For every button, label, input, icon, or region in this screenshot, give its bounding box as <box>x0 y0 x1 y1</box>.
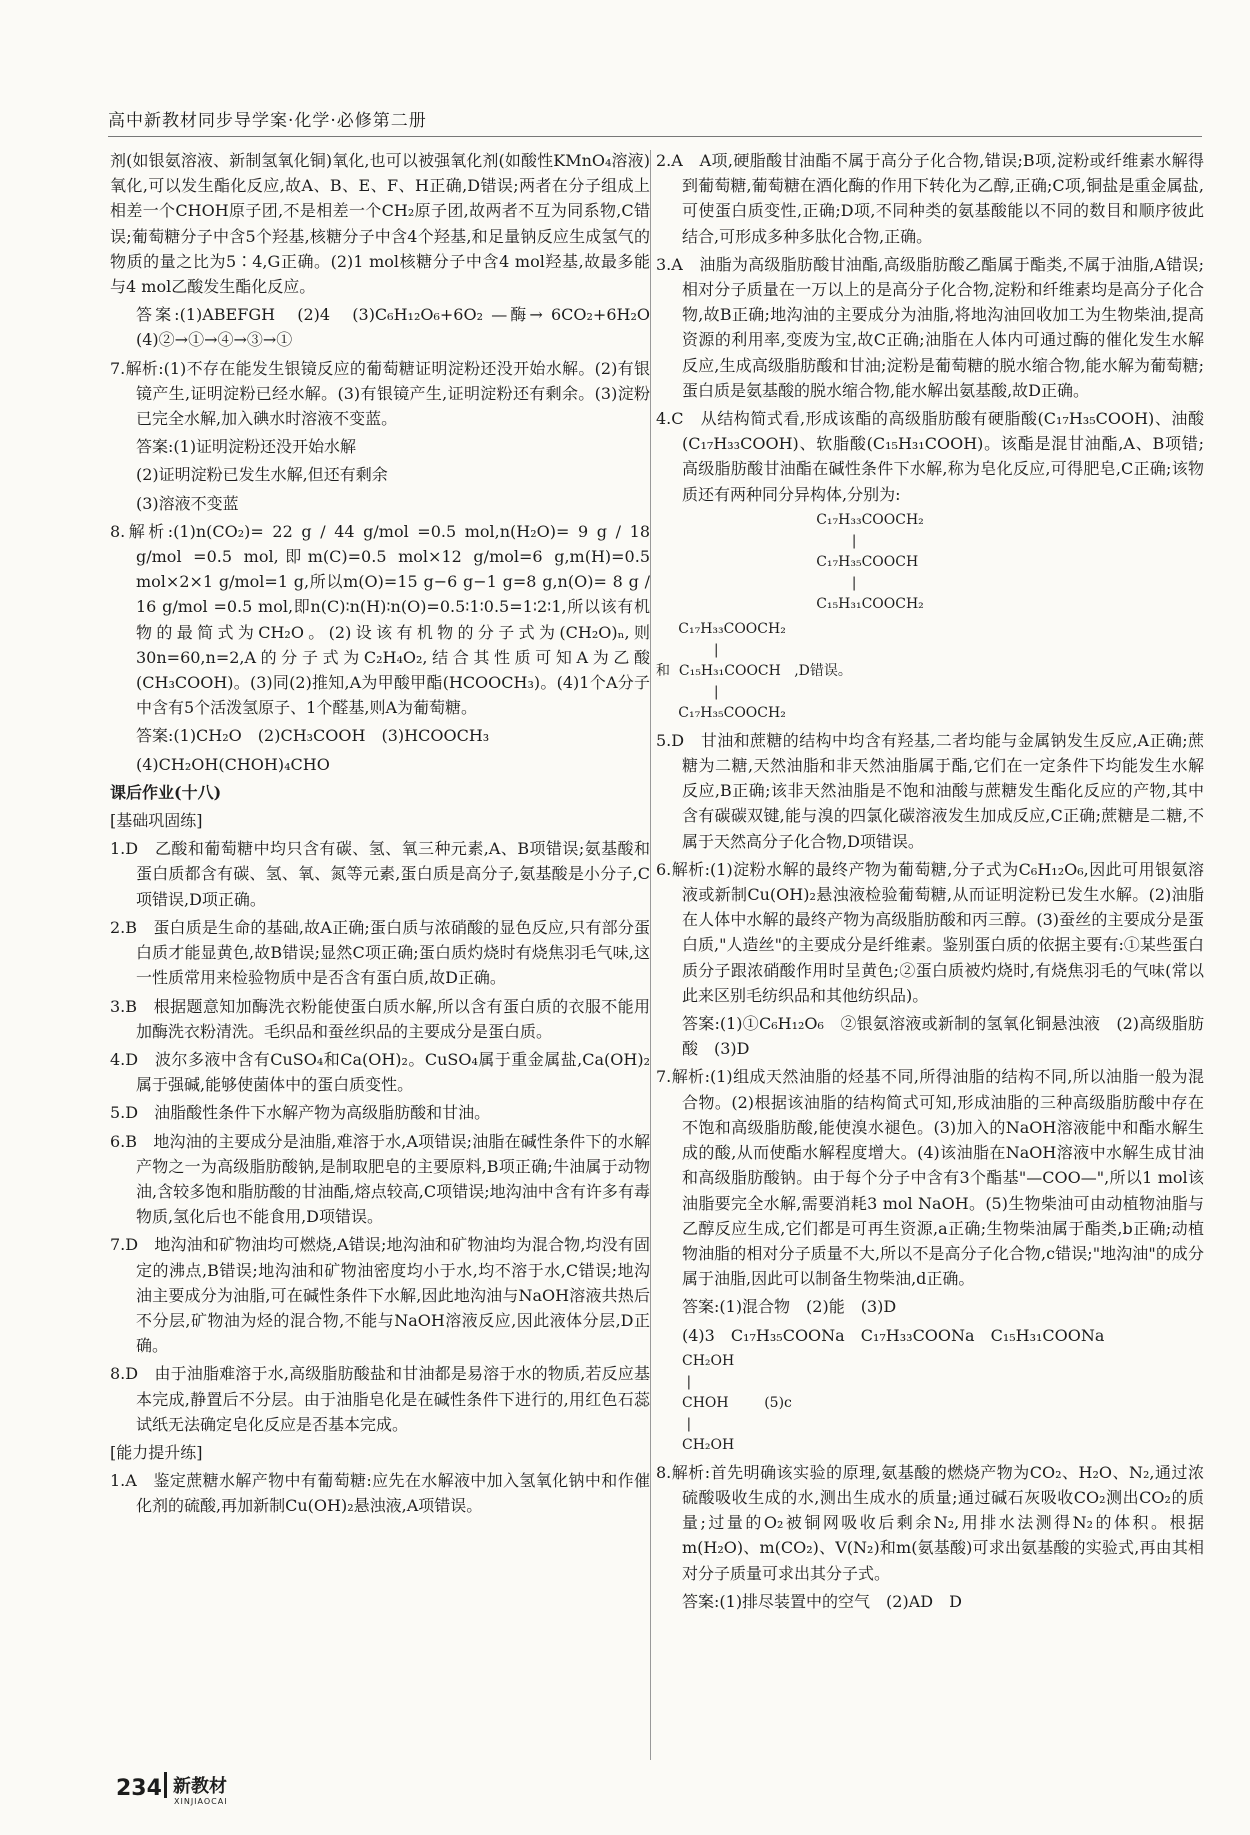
q8-analysis: 8.解析:(1)n(CO₂)= 22 g / 44 g/mol =0.5 mol,n(H₂O)= 9 g / 18 g/mol =0.5 mol,即m(C)=0.5 mol×12 g/mol=6 g,m(H)=0.5 mol×2×1 g/mol=1 g,所以m(O)=15 g−6 g−1 g=8 g,n(O)= 8 g / 16 g/mol =0.5 mol,即n(C)∶n(H)∶n(O)=0.5∶1∶0.5=1∶2∶1,所以该有机物的最简式为CH₂O。(2)设该有机物的分子式为(CH₂O)ₙ,则30n=60,n=2,A的分子式为C₂H₄O₂,结合其性质可知A为乙酸(CH₃COOH)。(3)同(2)推知,A为甲酸甲酯(HCOOCH₃)。(4)1个A分子中含有5个活泼氢原子、1个醛基,则A为葡萄糖。 <box>110 521 650 718</box>
q6-answer: 答案:(1)①C₆H₁₂O₆ ②银氨溶液或新制的氢氧化铜悬浊液 (2)高级脂肪酸 (3)D <box>682 1014 1204 1059</box>
header-rule <box>108 136 1202 137</box>
advanced-q6: 6.解析:(1)淀粉水解的最终产物为葡萄糖,分子式为C₆H₁₂O₆,因此可用银氨溶液或新制Cu(OH)₂悬浊液检验葡萄糖,从而证明淀粉已发生水解。(2)油脂在人体中水解的最终产物为高级脂肪酸和丙三醇。(3)蚕丝的主要成分是蛋白质,"人造丝"的主要成分是纤维素。鉴别蛋白质的依据主要有:①某些蛋白质分子跟浓硝酸作用时呈黄色;②蛋白质被灼烧时,有烧焦羽毛的气味(常以此来区别毛纺织品和其他纺织品)。 <box>656 859 1204 1005</box>
advanced-q3: 3.A 油脂为高级脂肪酸甘油酯,高级脂肪酸乙酯属于酯类,不属于油脂,A错误;相对分子质量在一万以上的是高分子化合物,淀粉和纤维素均是高分子化合物,故B正确;地沟油的主要成分为油脂,将地沟油回收加工为生物柴油,提高资源的利用率,变废为宝,故C正确;油脂在人体内可通过酶的催化发生水解反应,生成高级脂肪酸和甘油;淀粉是葡萄糖的脱水缩合物,能水解为葡萄糖;蛋白质是氨基酸的脱水缩合物,能水解出氨基酸,故D正确。 <box>656 254 1204 400</box>
page-number: 234 <box>116 1776 162 1801</box>
advanced-q1: 1.A 鉴定蔗糖水解产物中有葡萄糖:应先在水解液中加入氢氧化钠中和作催化剂的硫酸,再加新制Cu(OH)₂悬浊液,A项错误。 <box>110 1471 650 1516</box>
page-header: 高中新教材同步导学案·化学·必修第二册 <box>108 111 427 131</box>
advanced-q4: 4.C 从结构简式看,形成该酯的高级脂肪酸有硬脂酸(C₁₇H₃₅COOH)、油酸(C₁₇H₃₃COOH)、软脂酸(C₁₅H₃₁COOH)。该酯是混甘油酯,A、B项错;高级脂肪酸甘油酯在碱性条件下水解,称为皂化反应,可得肥皂,C正确;该物质还有两种同分异构体,分别为: <box>656 409 1204 504</box>
advanced-q2: 2.A A项,硬脂酸甘油酯不属于高分子化合物,错误;B项,淀粉或纤维素水解得到葡萄糖,葡萄糖在酒化酶的作用下转化为乙醇,正确;C项,铜盐是重金属盐,可使蛋白质变性,正确;D项,不同种类的氨基酸能以不同的数目和顺序彼此结合,可形成多种多肽化合物,正确。 <box>656 151 1204 246</box>
structure-isomer-1: C₁₇H₃₃COOCH₂ | C₁₇H₃₅COOCH | C₁₅H₃₁COOCH₂ <box>816 511 924 612</box>
q7-answer-1: 答案:(1)证明淀粉还没开始水解 <box>136 437 357 457</box>
basic-q1: 1.D 乙酸和葡萄糖中均只含有碳、氢、氧三种元素,A、B项错误;氨基酸和蛋白质都含有碳、氢、氧、氮等元素,蛋白质是高分子,氨基酸是小分子,C项错误,D项正确。 <box>110 839 650 909</box>
q8-answer-1: 答案:(1)CH₂O (2)CH₃COOH (3)HCOOCH₃ <box>136 726 490 746</box>
q7-analysis: 7.解析:(1)不存在能发生银镜反应的葡萄糖证明淀粉还没开始水解。(2)有银镜产生,证明淀粉已经水解。(3)有银镜产生,证明淀粉还有剩余。(3)淀粉已完全水解,加入碘水时溶液不变蓝。 <box>110 358 650 429</box>
basic-q2: 2.B 蛋白质是生命的基础,故A正确;蛋白质与浓硝酸的显色反应,只有部分蛋白质才能显黄色,故B错误;显然C项正确;蛋白质灼烧时有烧焦羽毛气味,这一性质常用来检验物质中是否含有蛋白质,故D正确。 <box>110 917 650 988</box>
basic-q8: 8.D 由于油脂难溶于水,高级脂肪酸盐和甘油都是易溶于水的物质,若反应基本完成,静置后不分层。由于油脂皂化是在碱性条件下进行的,用红色石蕊试纸无法确定皂化反应是否基本完成。 <box>110 1364 650 1434</box>
right-column <box>656 148 1204 1617</box>
basic-q6: 6.B 地沟油的主要成分是油脂,难溶于水,A项错误;油脂在碱性条件下的水解产物之一为高级脂肪酸钠,是制取肥皂的主要原料,B项正确;牛油属于动物油,含较多饱和脂肪酸的甘油酯,熔点较高,C项错误;地沟油中含有许多有毒物质,氢化后也不能食用,D项错误。 <box>110 1131 650 1227</box>
left-column <box>110 148 667 1522</box>
basic-q5: 5.D 油脂酸性条件下水解产物为高级脂肪酸和甘油。 <box>110 1103 491 1123</box>
basic-q7: 7.D 地沟油和矿物油均可燃烧,A错误;地沟油和矿物油均为混合物,均没有固定的沸点,B错误;地沟油和矿物油密度均小于水,均不溶于水,C错误;地沟油主要成分为油脂,可在碱性条件下水解,因此地沟油与NaOH溶液共热后不分层,矿物油为烃的混合物,不能与NaOH溶液反应,因此液体分层,D正确。 <box>110 1235 650 1356</box>
section-title: 课后作业(十八) <box>110 782 222 802</box>
q7-answer-b: (4)3 C₁₇H₃₅COONa C₁₇H₃₃COONa C₁₅H₃₁COONa <box>682 1325 1105 1345</box>
advanced-q5: 5.D 甘油和蔗糖的结构中均含有羟基,二者均能与金属钠发生反应,A正确;蔗糖为二糖,天然油脂和非天然油脂属于酯,它们在一定条件下均能发生水解反应,B正确;该非天然油脂是不饱和油酸与蔗糖发生酯化反应的产物,其中含有碳碳双键,能与溴的四氯化碳溶液发生加成反应,C正确;蔗糖是二糖,不属于天然高分子化合物,D项错误。 <box>656 730 1204 851</box>
subsection-advanced: [能力提升练] <box>110 1442 203 1462</box>
q7-answer-3: (3)溶液不变蓝 <box>136 493 239 513</box>
advanced-q7: 7.解析:(1)组成天然油脂的烃基不同,所得油脂的结构不同,所以油脂一般为混合物。(2)根据该油脂的结构简式可知,形成油脂的三种高级脂肪酸中存在不饱和高级脂肪酸,能使溴水褪色。(3)加入的NaOH溶液能中和酯水解生成的酸,从而使酯水解程度增大。(4)该油脂在NaOH溶液中水解生成甘油和高级脂肪酸钠。由于每个分子中含有3个酯基"—COO—",所以1 mol该油脂要完全水解,需要消耗3 mol NaOH。(5)生物柴油可由动植物油脂与乙醇反应生成,它们都是可再生资源,a正确;生物柴油属于酯类,b正确;动植物油脂的相对分子质量不大,所以不是高分子化合物,c错误;"地沟油"的成分属于油脂,因此可以制备生物柴油,d正确。 <box>656 1067 1204 1289</box>
subsection-basic: [基础巩固练] <box>110 811 203 831</box>
brand-logo: 新教材 <box>164 1772 227 1798</box>
q8-answer-2: (4)CH₂OH(CHOH)₄CHO <box>136 754 330 774</box>
brand-subtitle: XINJIAOCAI <box>174 1797 228 1806</box>
structure-isomer-2: C₁₇H₃₃COOCH₂ | 和 C₁₅H₃₁COOCH ,D错误。 | C₁₇H₃₅COOCH₂ <box>656 620 852 721</box>
answer-continued: 答案:(1)ABEFGH (2)4 (3)C₆H₁₂O₆+6O₂ —酶→ 6CO₂+6H₂O (4)②→①→④→③→① <box>136 305 667 350</box>
glycerol-structure: CH₂OH | CHOH (5)c | CH₂OH <box>682 1352 792 1453</box>
q7-answer-a: 答案:(1)混合物 (2)能 (3)D <box>682 1297 897 1317</box>
basic-q3: 3.B 根据题意知加酶洗衣粉能使蛋白质水解,所以含有蛋白质的衣服不能用加酶洗衣粉清洗。毛织品和蚕丝织品的主要成分是蛋白质。 <box>110 996 650 1041</box>
q8-answer-right: 答案:(1)排尽装置中的空气 (2)AD D <box>682 1591 962 1611</box>
column-divider <box>650 150 651 1760</box>
advanced-q8: 8.解析:首先明确该实验的原理,氨基酸的燃烧产物为CO₂、H₂O、N₂,通过浓硫酸吸收生成的水,测出生成水的质量;通过碱石灰吸收CO₂测出CO₂的质量;过量的O₂被铜网吸收后剩余N₂,用排水法测得N₂的体积。根据m(H₂O)、m(CO₂)、V(N₂)和m(氨基酸)可求出氨基酸的实验式,再由其相对分子质量可求出其分子式。 <box>656 1462 1204 1583</box>
basic-q4: 4.D 波尔多液中含有CuSO₄和Ca(OH)₂。CuSO₄属于重金属盐,Ca(OH)₂属于强碱,能够使菌体中的蛋白质变性。 <box>110 1049 650 1095</box>
continued-explanation: 剂(如银氨溶液、新制氢氧化铜)氧化,也可以被强氧化剂(如酸性KMnO₄溶液)氧化,可以发生酯化反应,故A、B、E、F、H正确,D错误;两者在分子组成上相差一个CHOH原子团,不是相差一个CH₂原子团,故两者不互为同系物,C错误;葡萄糖分子中含5个羟基,核糖分子中含4个羟基,和足量钠反应生成氢气的物质的量之比为5∶4,G正确。(2)1 mol核糖分子中含4 mol羟基,故最多能与4 mol乙酸发生酯化反应。 <box>110 151 650 297</box>
q7-answer-2: (2)证明淀粉已发生水解,但还有剩余 <box>136 465 388 485</box>
